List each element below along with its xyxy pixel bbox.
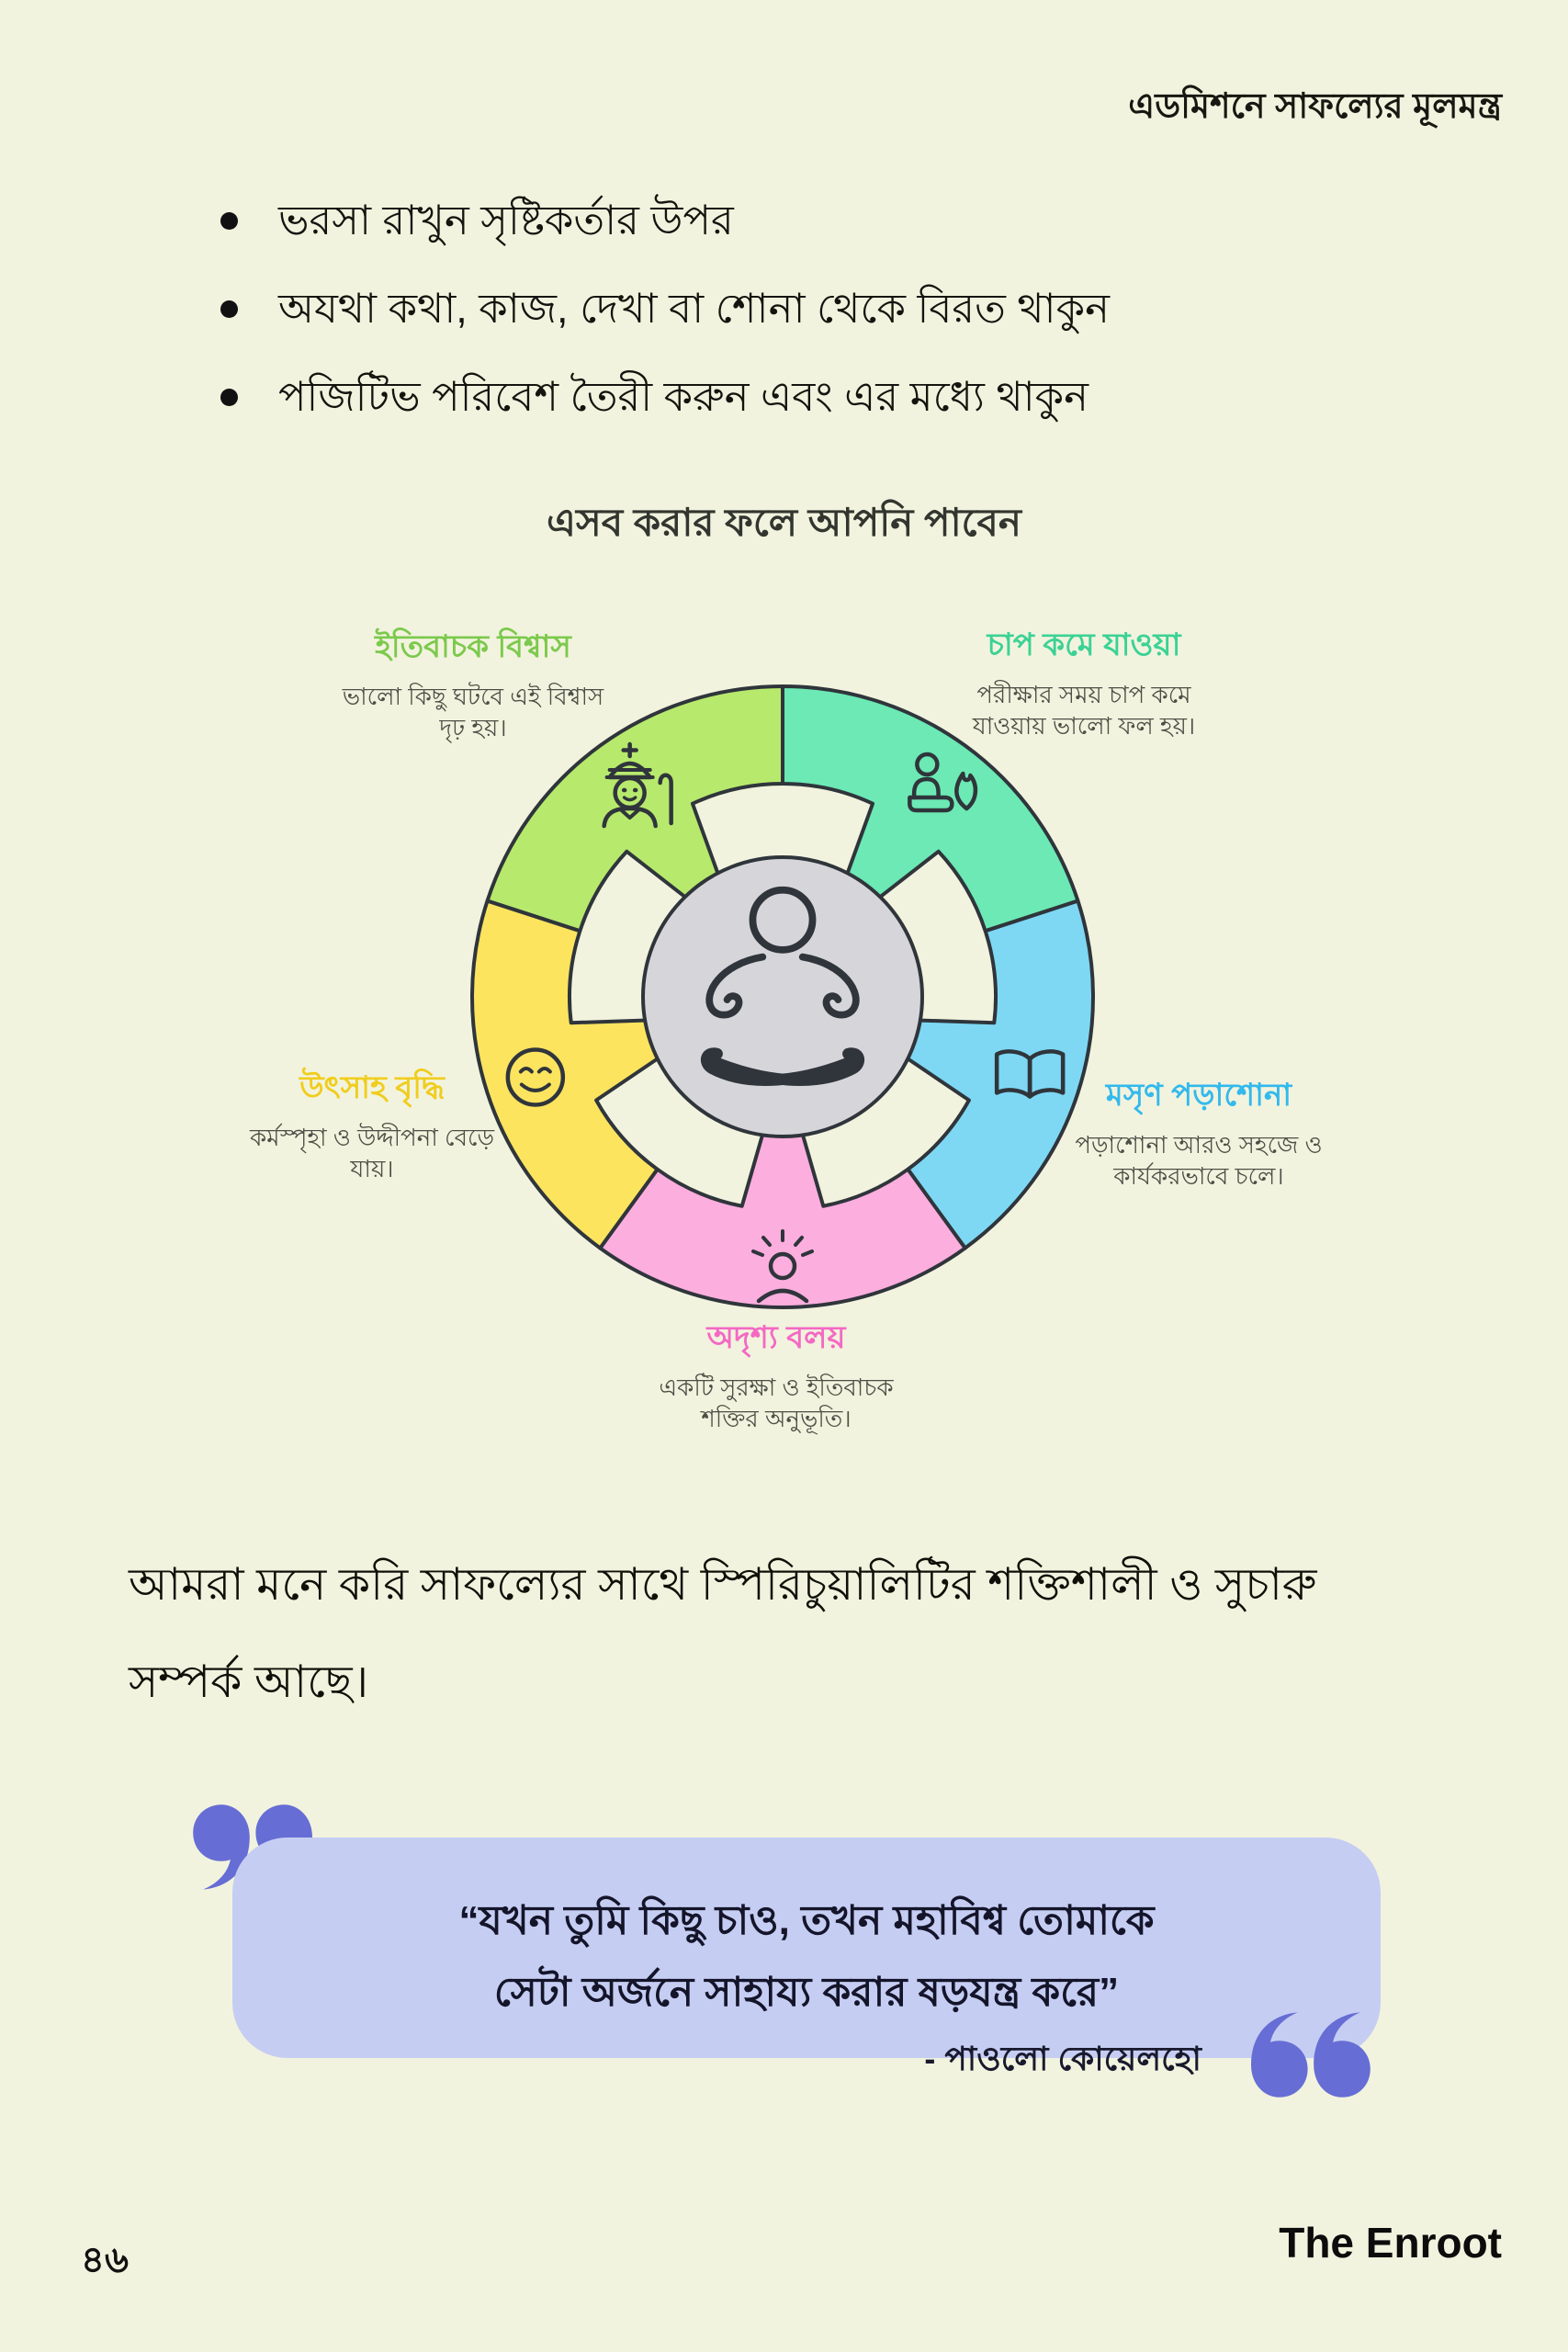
quote-text xyxy=(232,1838,1381,2029)
page-number: ৪৬ xyxy=(81,2240,129,2280)
body-paragraph: আমরা মনে করি সাফল্যের সাথে স্পিরিচুয়ালিটির শক্তিশালী ও সুচারু সম্পর্ক আছে। xyxy=(129,1560,1317,1707)
segment-title: মসৃণ পড়াশোনা xyxy=(1105,1078,1292,1113)
segment-description: ভালো কিছু ঘটবে এই বিশ্বাস দৃঢ় হয়। xyxy=(342,683,604,741)
bullet-text: পজিটিভ পরিবেশ তৈরী করুন এবং এর মধ্যে থাকুন xyxy=(278,373,1089,420)
segment-label-invisible-shield xyxy=(602,1314,951,1434)
diagram-title: এসব করার ফলে আপনি পাবেন xyxy=(547,501,1021,544)
brand-name: The Enroot xyxy=(1279,2219,1502,2267)
wheel-segment-glowing-person xyxy=(600,1130,964,1307)
segment-label-stress-reduction xyxy=(909,621,1258,741)
segment-title: উৎসাহ বৃদ্ধি xyxy=(299,1070,445,1105)
segment-title: ইতিবাচক বিশ্বাস xyxy=(375,629,571,664)
segment-title: চাপ কমে যাওয়া xyxy=(987,628,1181,662)
segment-description: কর্মস্পৃহা ও উদ্দীপনা বেড়ে যায়। xyxy=(249,1124,495,1182)
close-quote-icon xyxy=(1251,2008,1372,2099)
quote-box xyxy=(232,1838,1381,2077)
bullet-text: ভরসা রাখুন সৃষ্টিকর্তার উপর xyxy=(278,197,734,243)
segment-title: অদৃশ্য বলয় xyxy=(706,1320,846,1355)
quote-attribution: - পাওলো কোয়েলহো xyxy=(924,2040,1201,2077)
page-header: এডমিশনে সাফল্যের মূলমন্ত্র xyxy=(1128,87,1502,126)
segment-description: একটি সুরক্ষা ও ইতিবাচক শক্তির অনুভূতি। xyxy=(659,1374,894,1432)
quote-line: সেটা অর্জনে সাহায্য করার ষড়যন্ত্র করে” xyxy=(493,1970,1120,2015)
segment-description: পড়াশোনা আরও সহজে ও কার্যকরভাবে চলে। xyxy=(1075,1131,1323,1190)
wheel-center-circle xyxy=(643,857,922,1136)
wheel-graphic xyxy=(461,675,1104,1318)
segment-label-positive-belief xyxy=(303,623,643,743)
segment-label-enthusiasm-boost xyxy=(197,1064,547,1184)
bullet-text: অযথা কথা, কাজ, দেখা বা শোনা থেকে বিরত থাকুন xyxy=(278,285,1110,332)
segment-label-smooth-studies xyxy=(1024,1071,1373,1192)
quote-line: “যখন তুমি কিছু চাও, তখন মহাবিশ্ব তোমাকে xyxy=(458,1898,1155,1943)
segment-description: পরীক্ষার সময় চাপ কমে যাওয়ায় ভালো ফল হয়। xyxy=(972,681,1196,740)
